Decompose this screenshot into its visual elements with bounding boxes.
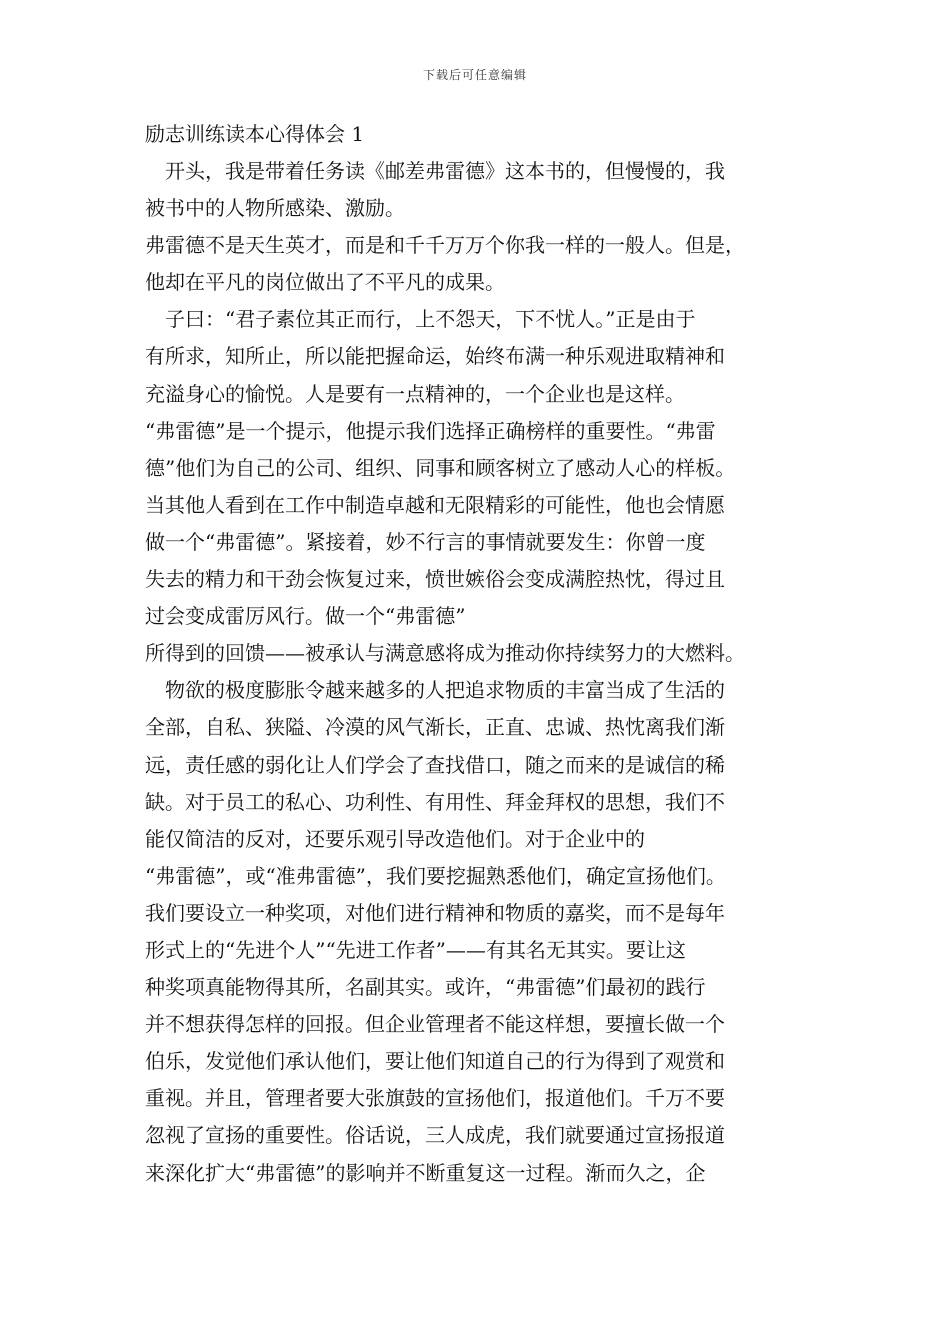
- text-line: 能仅简洁的反对，还要乐观引导改造他们。对于企业中的: [145, 826, 645, 851]
- document-body: [145, 116, 825, 1192]
- text-line: 我们要设立一种奖项，对他们进行精神和物质的嘉奖，而不是每年: [145, 900, 725, 925]
- text-line: 失去的精力和干劲会恢复过来，愤世嫉俗会变成满腔热忱，得过且: [145, 567, 725, 592]
- text-line: 做一个“弗雷德”。紧接着，妙不行言的事情就要发生：你曾一度: [145, 529, 706, 554]
- text-line: 过会变成雷厉风行。做一个“弗雷德”: [145, 604, 466, 629]
- text-line: 远，责任感的弱化让人们学会了查找借口，随之而来的是诚信的稀: [145, 752, 725, 777]
- text-line: “弗雷德”是一个提示，他提示我们选择正确榜样的重要性。“弗雷: [145, 418, 716, 443]
- text-lines: [145, 153, 825, 1192]
- text-line: 充溢身心的愉悦。人是要有一点精神的，一个企业也是这样。: [145, 381, 685, 406]
- text-line: 忽视了宣扬的重要性。俗话说，三人成虎，我们就要通过宣扬报道: [145, 1123, 725, 1148]
- text-line: 所得到的回馈——被承认与满意感将成为推动你持续努力的大燃料。: [145, 641, 745, 666]
- text-line: 有所求，知所止，所以能把握命运，始终布满一种乐观进取精神和: [145, 344, 725, 369]
- text-line: 重视。并且，管理者要大张旗鼓的宣扬他们，报道他们。千万不要: [145, 1086, 725, 1111]
- text-line: 物欲的极度膨胀令越来越多的人把追求物质的丰富当成了生活的: [165, 678, 725, 703]
- text-line: “弗雷德”，或“准弗雷德”，我们要挖掘熟悉他们，确定宣扬他们。: [145, 863, 726, 888]
- text-line: 开头，我是带着任务读《邮差弗雷德》这本书的，但慢慢的，我: [165, 159, 725, 183]
- text-line: 被书中的人物所感染、激励。: [145, 196, 405, 221]
- text-line: 缺。对于员工的私心、功利性、有用性、拜金拜权的思想，我们不: [145, 789, 725, 814]
- page-header: 下载后可任意编辑: [422, 68, 527, 82]
- text-line: 当其他人看到在工作中制造卓越和无限精彩的可能性，他也会情愿: [145, 492, 725, 517]
- text-line: 形式上的“先进个人”“先进工作者”——有其名无其实。要让这: [145, 937, 686, 962]
- document-title: 励志训练读本心得体会 1: [145, 122, 365, 146]
- text-line: 来深化扩大“弗雷德”的影响并不断重复这一过程。渐而久之，企: [145, 1160, 706, 1185]
- text-line: 并不想获得怎样的回报。但企业管理者不能这样想，要擅长做一个: [145, 1012, 725, 1037]
- text-line: 德”他们为自己的公司、组织、同事和顾客树立了感动人心的样板。: [145, 455, 736, 480]
- text-line: 子曰：“君子素位其正而行，上不怨天，下不忧人。”正是由于: [165, 307, 696, 332]
- text-line: 伯乐，发觉他们承认他们，要让他们知道自己的行为得到了观赏和: [145, 1049, 725, 1074]
- text-line: 弗雷德不是天生英才，而是和千千万万个你我一样的一般人。但是，: [145, 233, 745, 258]
- text-line: 他却在平凡的岗位做出了不平凡的成果。: [145, 270, 505, 295]
- text-line: 全部，自私、狭隘、冷漠的风气渐长，正直、忠诚、热忱离我们渐: [145, 715, 725, 740]
- text-line: 种奖项真能物得其所，名副其实。或许，“弗雷德”们最初的践行: [145, 975, 706, 1000]
